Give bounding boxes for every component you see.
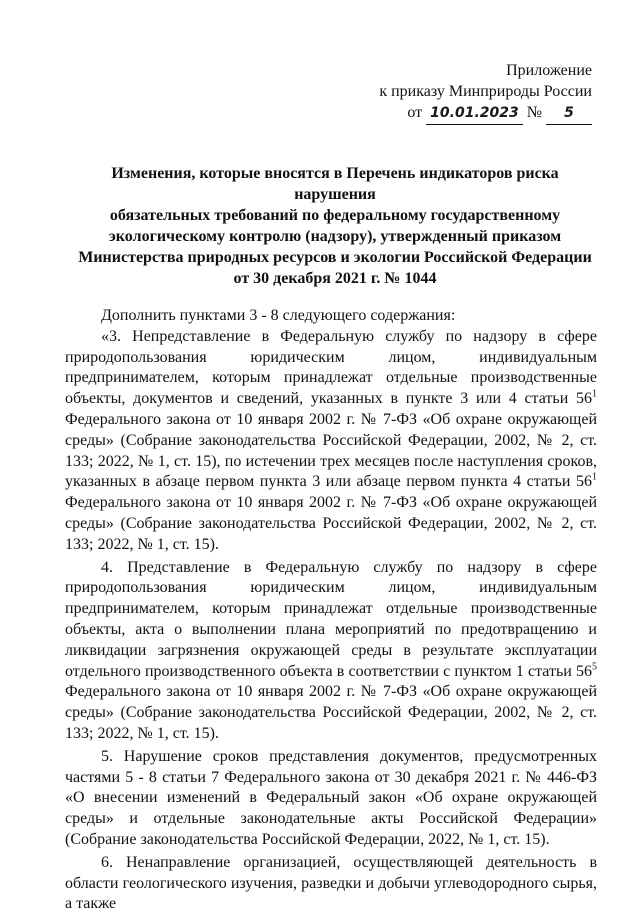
- paragraph-3-text-c: Федерального закона от 10 января 2002 г. № 7-ФЗ «Об охране окружающей среды» (Собрание законодательства Российской Федерации, 2002, № 2, ст. 133; 2022, № 1, ст. 15).: [65, 494, 597, 553]
- paragraph-4: [65, 558, 597, 745]
- from-label: от: [407, 104, 423, 121]
- appendix-label: Приложение: [506, 62, 592, 79]
- superscript: 1: [592, 472, 597, 484]
- paragraph-3-text-a: «3. Непредставление в Федеральную службу по надзору в сфере природопользования юридическим лицом, индивидуальным предпринимателем, которым принадлежат отдельные производственные объекты, документов и сведений, указанных в пункте 3 или 4 статьи 56: [65, 327, 597, 408]
- handwritten-number: 5: [546, 103, 592, 125]
- document-body: [65, 306, 597, 915]
- title-line: от 30 декабря 2021 г. № 1044: [233, 270, 437, 287]
- paragraph-5: 5. Нарушение сроков представления документов, предусмотренных частями 5 - 8 статьи 7 Федерального закона от 30 декабря 2021 г. № 446-ФЗ «О внесении изменений в Федеральный закон «Об охране окружающей среды» и отдельные законодательные акты Российской Федерации» (Собрание законодательства Российской Федерации, 2022, № 1, ст. 15).: [65, 747, 597, 848]
- appendix-order-ref: к приказу Минприроды России: [379, 83, 592, 100]
- title-line: обязательных требований по федеральному государственному: [109, 207, 561, 224]
- appendix-header: [379, 60, 592, 125]
- paragraph-6: 6. Ненаправление организацией, осуществляющей деятельность в области геологического изучения, разведки и добычи углеводородного сырья, а также: [65, 853, 597, 913]
- paragraph-4-text-a: 4. Представление в Федеральную службу по надзору в сфере природопользования юридическим лицом, индивидуальным предпринимателем, которым принадлежат отдельные производственные объекты, акта о выполнении плана мероприятий по предотвращению и ликвидации загрязнения окружающей среды в результате эксплуатации отдельного производственного объекта в соответствии с пунктом 1 статьи 56: [65, 558, 597, 680]
- title-line: экологическому контролю (надзору), утвержденный приказом: [108, 228, 562, 245]
- number-label: №: [526, 104, 542, 121]
- superscript: 5: [592, 661, 597, 673]
- intro-paragraph: Дополнить пунктами 3 - 8 следующего содержания:: [101, 307, 456, 324]
- title-line: Министерства природных ресурсов и экологии Российской Федерации: [78, 249, 592, 266]
- handwritten-date: 10.01.2023: [426, 103, 523, 125]
- paragraph-4-text-b: Федерального закона от 10 января 2002 г. № 7-ФЗ «Об охране окружающей среды» (Собрание законодательства Российской Федерации, 2002, № 2, ст. 133; 2022, № 1, ст. 15).: [65, 683, 597, 742]
- title-line: Изменения, которые вносятся в Перечень индикаторов риска нарушения: [111, 165, 559, 203]
- paragraph-3: [65, 327, 597, 556]
- superscript: 1: [592, 388, 597, 400]
- document-title: [70, 163, 600, 289]
- appendix-date-number-line: [379, 102, 592, 125]
- paragraph-3-text-b: Федерального закона от 10 января 2002 г. № 7-ФЗ «Об охране окружающей среды» (Собрание законодательства Российской Федерации, 2002, № 2, ст. 133; 2022, № 1, ст. 15), по истечении трех месяцев после наступления сроков, указанных в абзаце первом пункта 3 или абзаце первом пункта 4 статьи 56: [65, 410, 597, 491]
